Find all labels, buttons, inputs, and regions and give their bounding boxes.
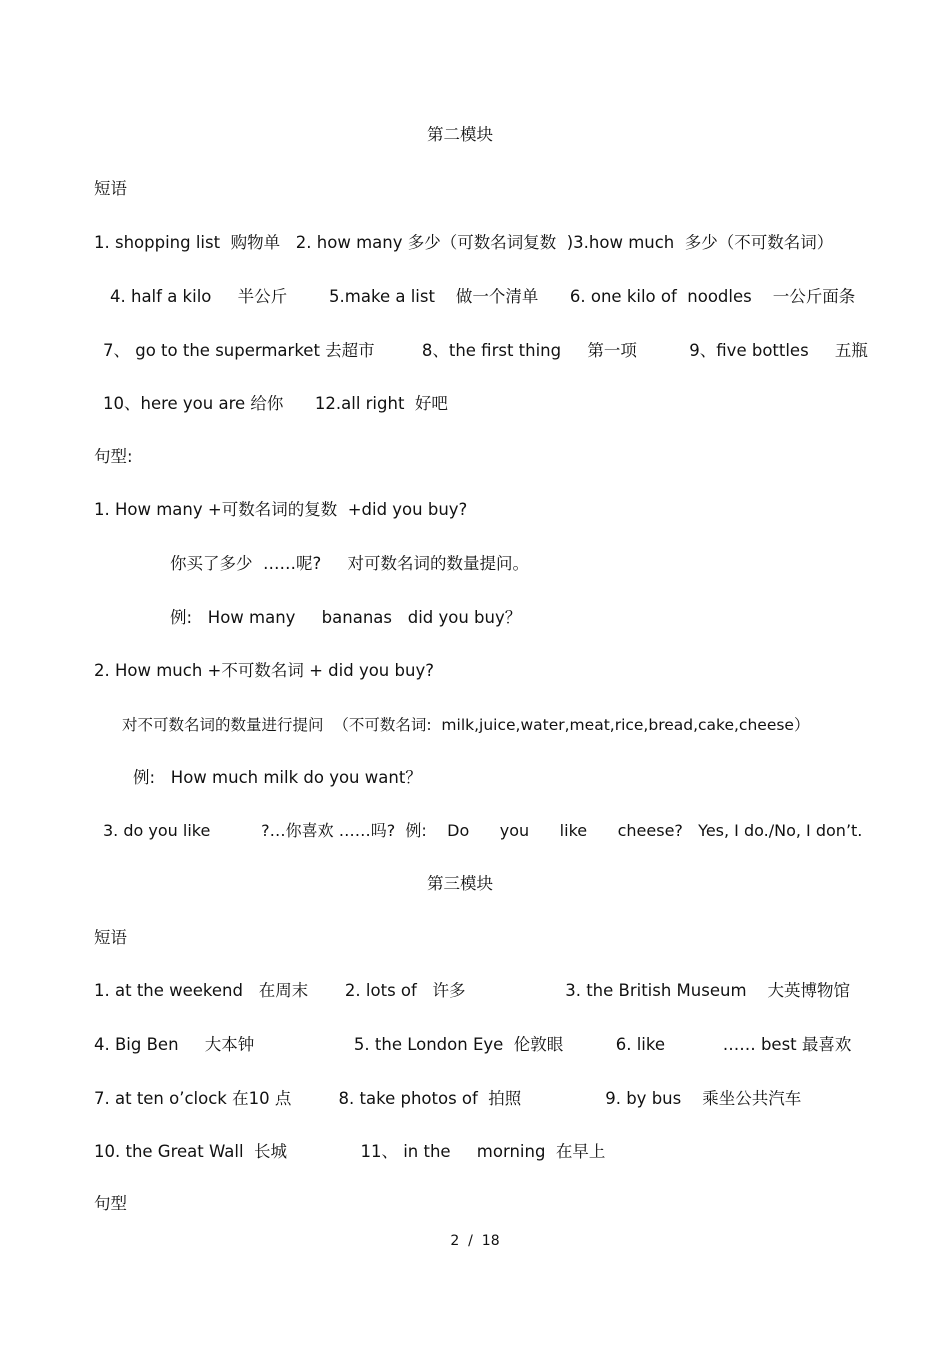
module2-phrase-line-4: 10、here you are 给你 12.all right 好吧 [103,394,448,413]
module2-sentence-line-4: 2. How much +不可数名词 + did you buy? [94,661,434,680]
page-number: 2 / 18 [450,1233,500,1249]
module3-phrase-line-1: 1. at the weekend 在周末 2. lots of 许多 3. the British Museum 大英博物馆 [94,981,851,1000]
module2-phrase-line-3: 7、 go to the supermarket 去超市 8、the first thing 第一项 9、five bottles 五瓶 [103,341,868,360]
module3-phrases-heading: 短语 [94,928,127,947]
module2-phrase-line-1: 1. shopping list 购物单 2. how many 多少（可数名词复数 )3.how much 多少（不可数名词） [94,233,834,252]
module2-sentence-line-7: 3. do you like ?…你喜欢 ……吗? 例: Do you like cheese? Yes, I do./No, I don’t. [103,821,863,840]
module3-title: 第三模块 [427,874,493,893]
module2-sentence-line-5: 对不可数名词的数量进行提问 （不可数名词: milk,juice,water,meat,rice,bread,cake,cheese） [122,716,810,734]
module2-sentence-line-1: 1. How many +可数名词的复数 +did you buy? [94,500,468,519]
module2-sentence-line-3: 例: How many bananas did you buy？ [170,608,522,627]
module3-sentences-heading: 句型 [94,1194,127,1213]
module2-sentence-line-2: 你买了多少 ……呢? 对可数名词的数量提问。 [170,554,529,573]
module2-sentence-line-6: 例: How much milk do you want？ [133,768,422,787]
module2-phrases-heading: 短语 [94,179,127,198]
module3-phrase-line-4: 10. the Great Wall 长城 11、 in the morning 在早上 [94,1142,606,1161]
module2-title: 第二模块 [427,125,493,144]
module3-phrase-line-3: 7. at ten o’clock 在10 点 8. take photos of 拍照 9. by bus 乘坐公共汽车 [94,1089,802,1108]
module2-sentences-heading: 句型: [94,447,133,466]
module3-phrase-line-2: 4. Big Ben 大本钟 5. the London Eye 伦敦眼 6. like …… best 最喜欢 [94,1035,852,1054]
module2-phrase-line-2: 4. half a kilo 半公斤 5.make a list 做一个清单 6. one kilo of noodles 一公斤面条 [110,287,856,306]
